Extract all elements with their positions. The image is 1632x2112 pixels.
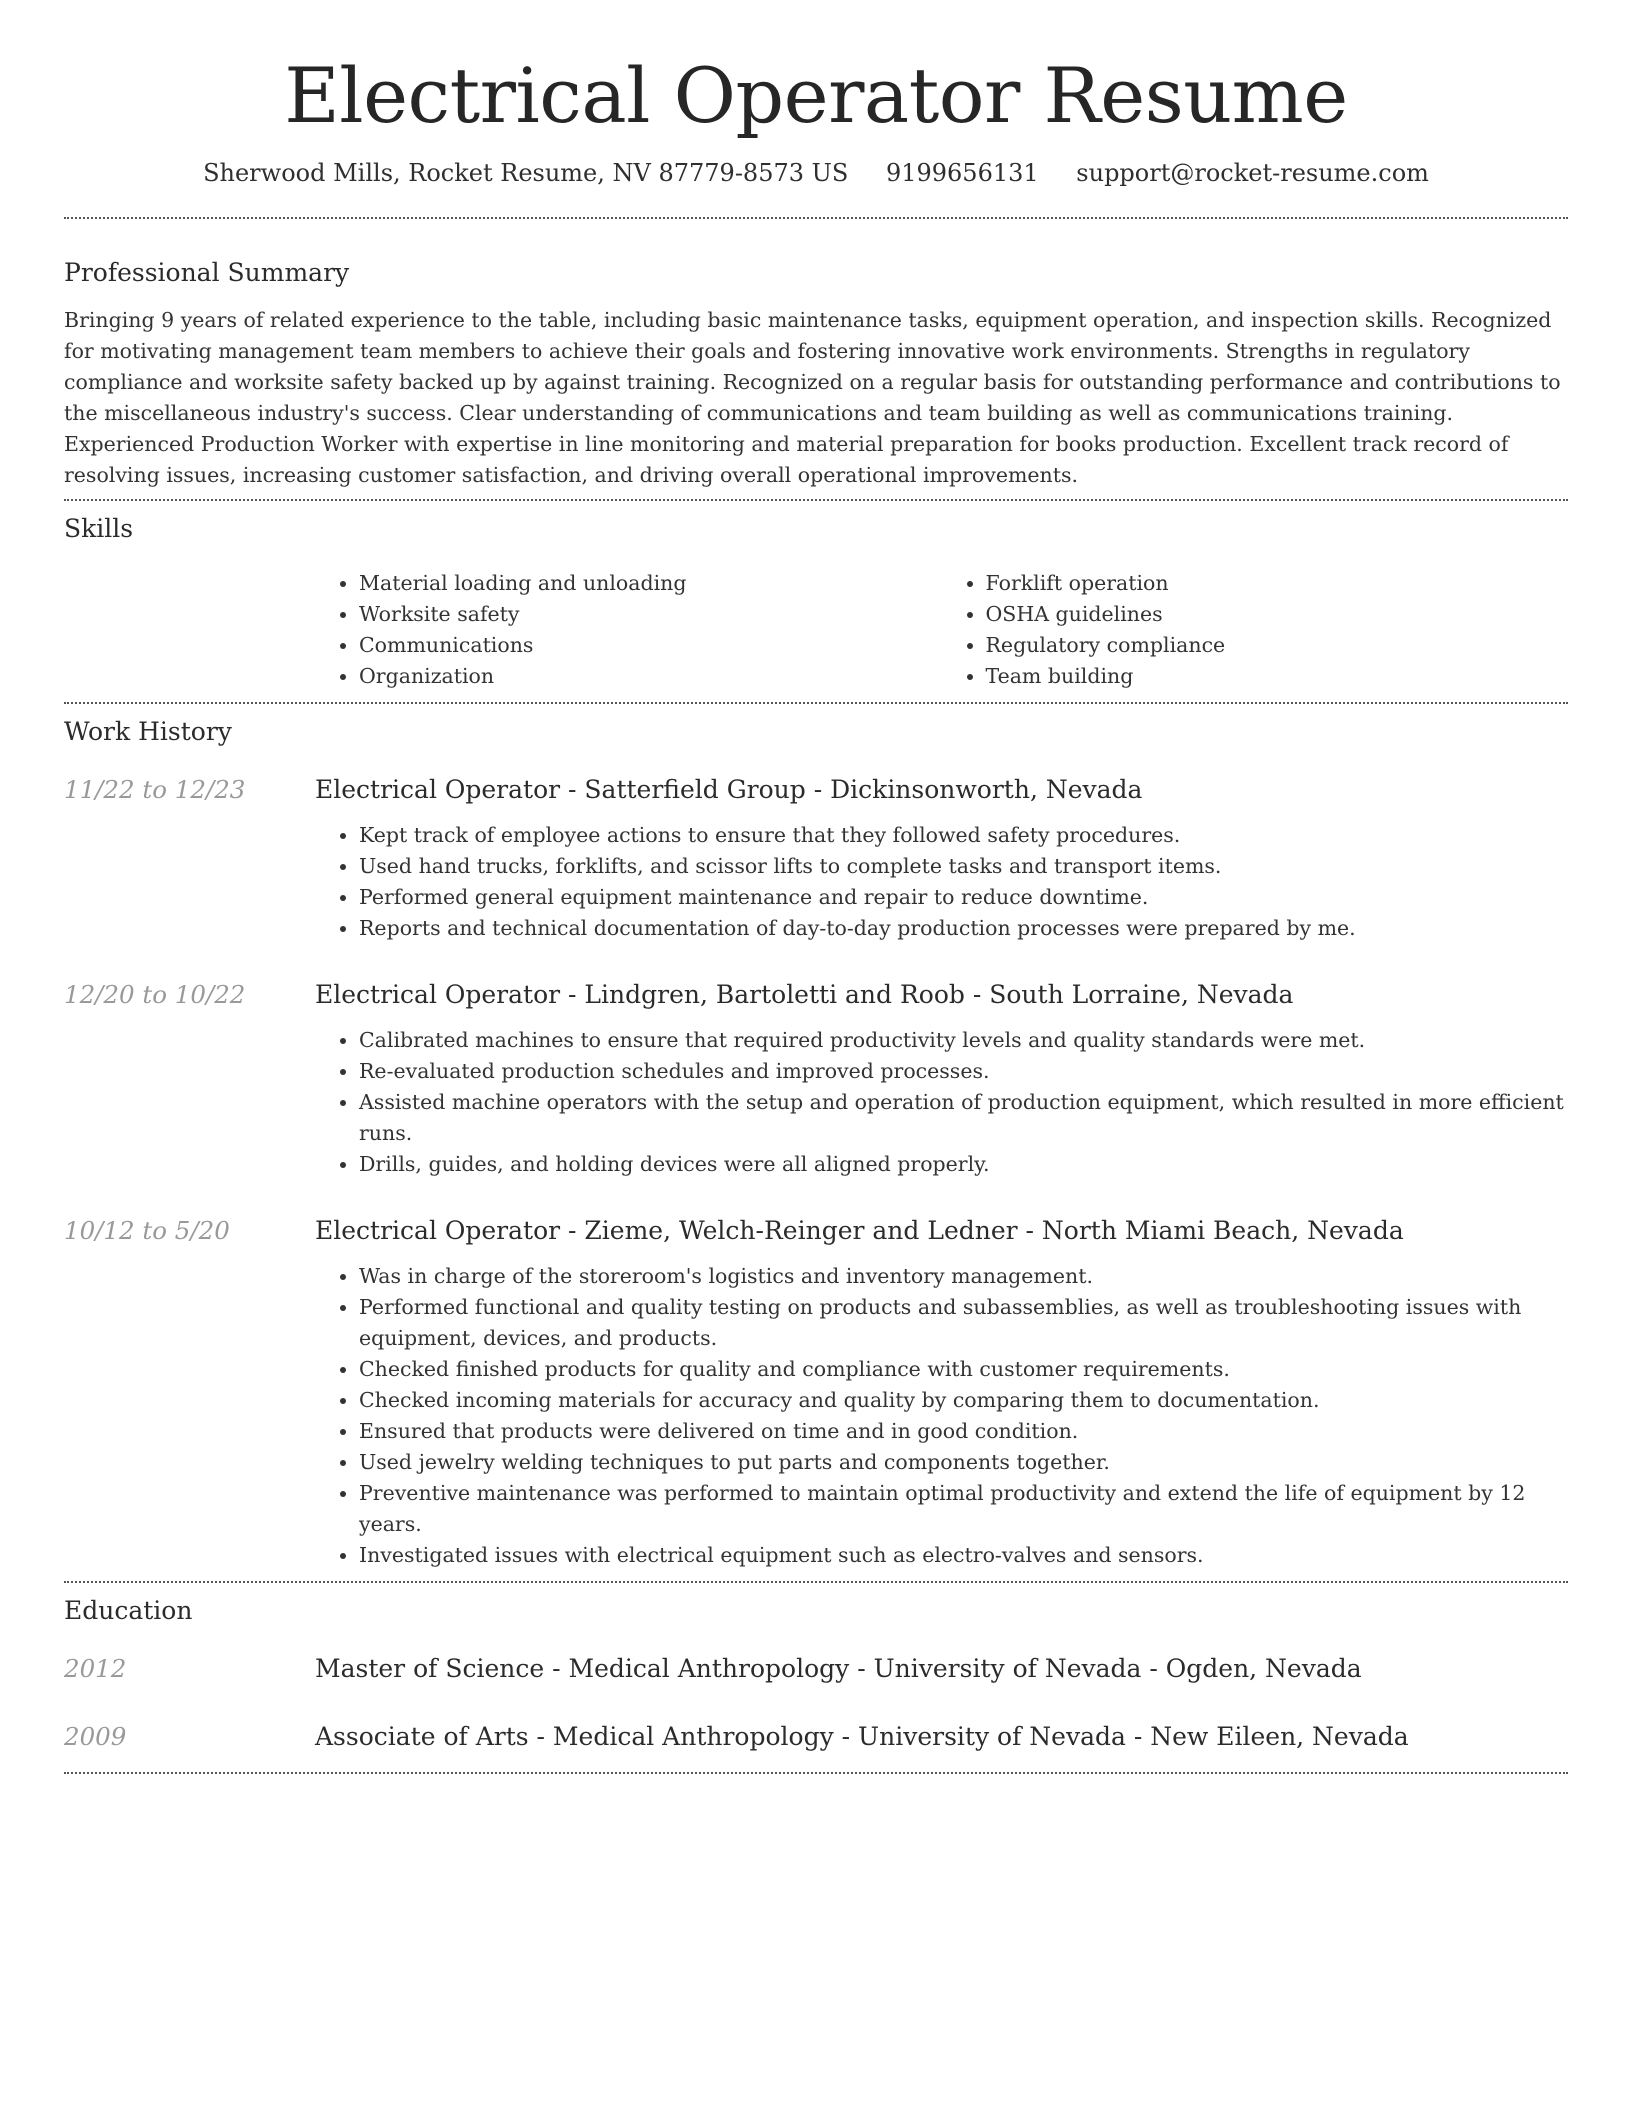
divider — [64, 217, 1568, 219]
summary-section — [64, 256, 1568, 491]
skill-item: • Material loading and unloading — [359, 568, 942, 599]
resume-title: Electrical Operator Resume — [284, 51, 1348, 140]
skills-list — [315, 568, 1568, 692]
skill-item: • Communications — [359, 630, 942, 661]
job-entry — [64, 773, 1568, 944]
job-bullet: • Used hand trucks, forklifts, and scissor lifts to complete tasks and transport items. — [359, 851, 1568, 882]
skill-item: • Worksite safety — [359, 599, 942, 630]
job-entry — [64, 1214, 1568, 1571]
job-bullets — [315, 1261, 1568, 1571]
skill-item: • Organization — [359, 661, 942, 692]
job-bullets — [315, 820, 1568, 944]
job-heading: Electrical Operator - Lindgren, Bartoletti and Roob - South Lorraine, Nevada — [315, 980, 1294, 1009]
work-history-section — [64, 715, 1568, 1571]
job-bullet: • Checked finished products for quality and compliance with customer requirements. — [359, 1354, 1568, 1385]
education-entry — [64, 1652, 1568, 1686]
skill-item: • Regulatory compliance — [986, 630, 1569, 661]
contact-address: Sherwood Mills, Rocket Resume, NV 87779-8573 US — [203, 159, 849, 187]
job-bullet: • Kept track of employee actions to ensure that they followed safety procedures. — [359, 820, 1568, 851]
job-header — [64, 773, 1568, 807]
skill-item: • Team building — [986, 661, 1569, 692]
job-bullet: • Calibrated machines to ensure that required productivity levels and quality standards were met. — [359, 1025, 1568, 1056]
education-heading: Master of Science - Medical Anthropology - University of Nevada - Ogden, Nevada — [315, 1654, 1362, 1683]
section-title-summary: Professional Summary — [64, 258, 350, 287]
education-year: 2009 — [64, 1722, 127, 1751]
divider — [64, 1772, 1568, 1774]
job-heading: Electrical Operator - Satterfield Group - Dickinsonworth, Nevada — [315, 775, 1143, 804]
job-bullets — [315, 1025, 1568, 1180]
job-bullet: • Investigated issues with electrical equipment such as electro-valves and sensors. — [359, 1540, 1568, 1571]
divider — [64, 702, 1568, 704]
job-dates: 12/20 to 10/22 — [64, 980, 246, 1009]
summary-text: Bringing 9 years of related experience to the table, including basic maintenance tasks, equipment operation, and inspection skills. Recognized for motivating management team members to achieve their goals and fostering innovative work environments. Strengths in regulatory compliance and worksite safety backed up by against training. Recognized on a regular basis for outstanding performance and contributions to the miscellaneous industry's success. Clear understanding of communications and team building as well as communications training. Experienced Production Worker with expertise in line monitoring and material preparation for books production. Excellent track record of resolving issues, increasing customer satisfaction, and driving overall operational improvements. — [64, 308, 1561, 487]
section-title-education: Education — [64, 1596, 193, 1625]
divider — [64, 1581, 1568, 1583]
education-heading: Associate of Arts - Medical Anthropology - University of Nevada - New Eileen, Nevada — [315, 1722, 1409, 1751]
job-header — [64, 1214, 1568, 1248]
contact-phone: 9199656131 — [885, 159, 1039, 187]
job-bullet: • Ensured that products were delivered on time and in good condition. — [359, 1416, 1568, 1447]
resume-page — [64, 0, 1568, 1774]
section-title-work-history: Work History — [64, 717, 232, 746]
contact-line — [64, 156, 1568, 190]
divider — [64, 499, 1568, 501]
job-bullet: • Performed general equipment maintenance and repair to reduce downtime. — [359, 882, 1568, 913]
section-title-skills: Skills — [64, 514, 134, 543]
job-bullet: • Checked incoming materials for accuracy and quality by comparing them to documentation. — [359, 1385, 1568, 1416]
contact-email: support@rocket-resume.com — [1076, 159, 1429, 187]
skills-column-left — [315, 568, 942, 692]
skill-item: • Forklift operation — [986, 568, 1569, 599]
job-bullet: • Used jewelry welding techniques to put parts and components together. — [359, 1447, 1568, 1478]
job-dates: 10/12 to 5/20 — [64, 1216, 230, 1245]
job-bullet: • Was in charge of the storeroom's logistics and inventory management. — [359, 1261, 1568, 1292]
job-entry — [64, 978, 1568, 1180]
education-year: 2012 — [64, 1654, 127, 1683]
job-header — [64, 978, 1568, 1012]
job-bullet: • Performed functional and quality testing on products and subassemblies, as well as troubleshooting issues with equipment, devices, and products. — [359, 1292, 1568, 1354]
skill-item: • OSHA guidelines — [986, 599, 1569, 630]
education-section — [64, 1594, 1568, 1754]
job-bullet: • Re-evaluated production schedules and improved processes. — [359, 1056, 1568, 1087]
job-heading: Electrical Operator - Zieme, Welch-Reinger and Ledner - North Miami Beach, Nevada — [315, 1216, 1404, 1245]
job-dates: 11/22 to 12/23 — [64, 775, 246, 804]
job-bullet: • Preventive maintenance was performed to maintain optimal productivity and extend the life of equipment by 12 years. — [359, 1478, 1568, 1540]
job-bullet: • Drills, guides, and holding devices were all aligned properly. — [359, 1149, 1568, 1180]
skills-section — [64, 512, 1568, 692]
education-entry — [64, 1720, 1568, 1754]
job-bullet: • Assisted machine operators with the setup and operation of production equipment, which resulted in more efficient runs. — [359, 1087, 1568, 1149]
skills-column-right — [942, 568, 1569, 692]
job-bullet: • Reports and technical documentation of day-to-day production processes were prepared by me. — [359, 913, 1568, 944]
